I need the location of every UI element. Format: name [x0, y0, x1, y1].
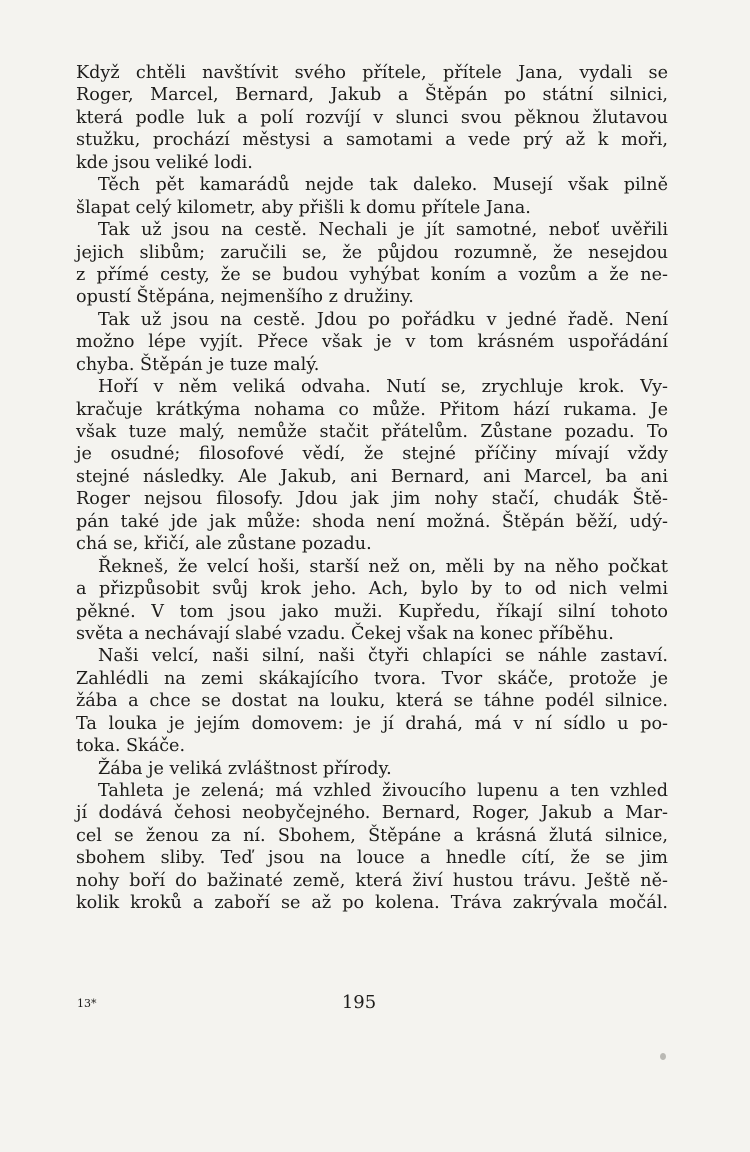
text-line: jejich slibům; zaručili se, že půjdou rozumně, že nesejdou [76, 242, 668, 263]
text-line: cel se ženou za ní. Sbohem, Štěpáne a krásná žlutá silnice, [76, 825, 668, 846]
text-line: jí dodává čehosi neobyčejného. Bernard, Roger, Jakub a Mar- [76, 803, 668, 824]
text-line: Tahleta je zelená; má vzhled živoucího lupenu a ten vzhled [98, 781, 668, 801]
text-line: chyba. Štěpán je tuze malý. [76, 354, 320, 375]
text-line: Když chtěli navštívit svého přítele, přítele Jana, vydali se [76, 63, 668, 83]
text-line: kolik kroků a zaboří se až po kolena. Tráva zakrývala močál. [76, 893, 668, 914]
text-line: světa a nechávají slabé vzadu. Čekej však na konec příběhu. [76, 623, 614, 644]
text-line: Zahlédli na zemi skákajícího tvora. Tvor skáče, protože je [76, 668, 668, 689]
text-line: možno lépe vyjít. Přece však je v tom krásném uspořádání [76, 332, 668, 353]
body-text [76, 62, 668, 915]
text-line: stužku, prochází městysi a samotami a vede prý až k moři, [76, 130, 668, 151]
text-line: toka. Skáče. [76, 736, 186, 757]
text-line: Ta louka je jejím domovem: je jí drahá, má v ní sídlo u po- [76, 713, 668, 734]
signature-mark: 13* [77, 997, 97, 1010]
text-line: která podle luk a polí rozvíjí v slunci svou pěknou žlutavou [76, 107, 668, 128]
text-line: Hoří v něm veliká odvaha. Nutí se, zrychluje krok. Vy- [98, 377, 668, 398]
text-line: Roger, Marcel, Bernard, Jakub a Štěpán po státní silnici, [76, 85, 668, 106]
text-line: však tuze malý, nemůže stačit přátelům. Zůstane pozadu. To [76, 422, 668, 442]
text-line: Tak už jsou na cestě. Nechali je jít samotné, neboť uvěřili [98, 220, 668, 241]
text-line: Těch pět kamarádů nejde tak daleko. Musejí však pilně [98, 175, 668, 196]
text-line: kračuje krátkýma nohama co může. Přitom hází rukama. Je [76, 399, 668, 420]
text-line: Řekneš, že velcí hoši, starší než on, měli by na něho počkat [98, 556, 668, 577]
text-line: nohy boří do bažinaté země, která živí hustou trávu. Ještě ně- [76, 870, 668, 891]
text-line: stejné následky. Ale Jakub, ani Bernard, ani Marcel, ba ani [76, 466, 668, 487]
text-line: Roger nejsou filosofy. Jdou jak jim nohy stačí, chudák Ště- [76, 489, 668, 510]
text-line: pěkné. V tom jsou jako muži. Kupředu, říkají silní tohoto [76, 601, 668, 622]
text-line: z přímé cesty, že se budou vyhýbat koním a vozům a že ne- [76, 264, 668, 285]
text-line: opustí Štěpána, nejmenšího z družiny. [76, 287, 414, 308]
text-line: kde jsou veliké lodi. [76, 152, 253, 173]
text-line: sbohem sliby. Teď jsou na louce a hnedle cítí, že se jim [76, 848, 668, 869]
ink-speck [660, 1053, 666, 1060]
text-line: Žába je veliká zvláštnost přírody. [98, 758, 392, 779]
text-line: šlapat celý kilometr, aby přišli k domu přítele Jana. [76, 197, 531, 218]
text-line: je osudné; filosofové vědí, že stejné příčiny mívají vždy [76, 444, 668, 465]
text-line: Naši velcí, naši silní, naši čtyři chlapíci se náhle zastaví. [98, 646, 668, 667]
text-line: a přizpůsobit svůj krok jeho. Ach, bylo by to od nich velmi [76, 579, 668, 600]
text-line: Tak už jsou na cestě. Jdou po pořádku v jedné řadě. Není [98, 309, 668, 330]
text-line: žába a chce se dostat na louku, která se táhne podél silnice. [76, 691, 668, 712]
page-number: 195 [341, 992, 377, 1013]
text-line: chá se, křičí, ale zůstane pozadu. [76, 534, 372, 555]
text-line: pán také jde jak může: shoda není možná. Štěpán běží, udý- [76, 511, 668, 532]
